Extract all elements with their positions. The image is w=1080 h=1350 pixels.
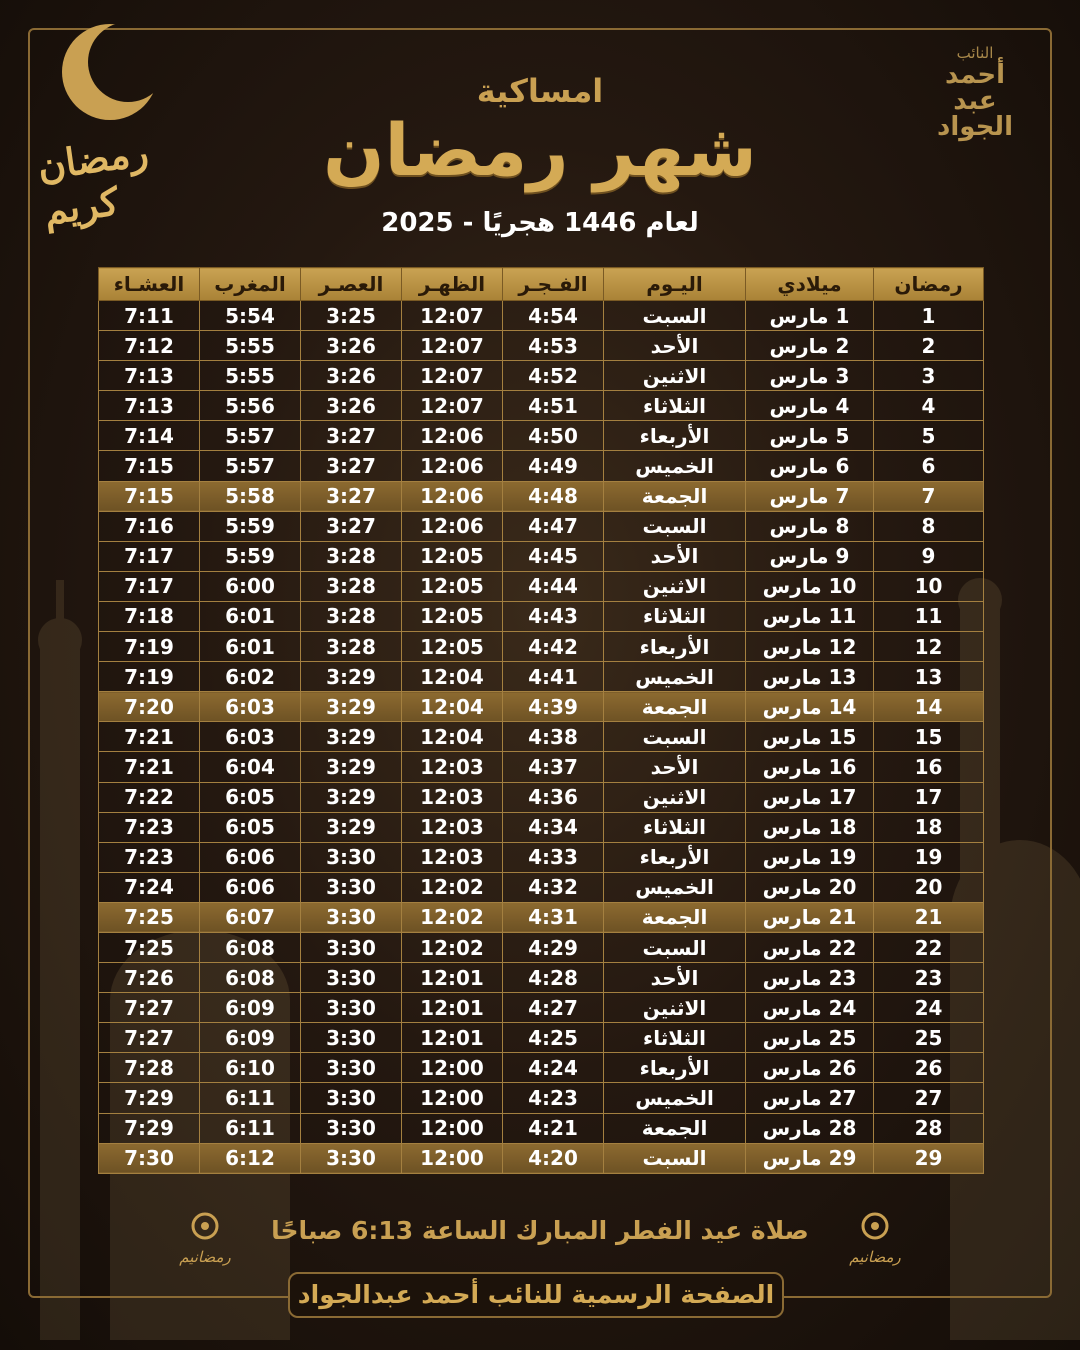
- table-row: [99, 782, 984, 812]
- asr-time: 3:29: [301, 782, 402, 812]
- eid-prayer-note: صلاة عيد الفطر المبارك الساعة 6:13 صباحًا: [271, 1216, 809, 1245]
- table-row: [99, 391, 984, 421]
- table-row: [99, 632, 984, 662]
- asr-time: 3:26: [301, 331, 402, 361]
- mp-title: النائب: [956, 44, 994, 62]
- gregorian-date: 15 مارس: [746, 722, 874, 752]
- dhuhr-time: 12:04: [402, 722, 503, 752]
- fajr-time: 4:51: [503, 391, 604, 421]
- asr-time: 3:25: [301, 301, 402, 331]
- weekday: الأربعاء: [604, 421, 746, 451]
- maghrib-time: 6:11: [200, 1083, 301, 1113]
- weekday: الاثنين: [604, 361, 746, 391]
- header-asr: العصـر: [301, 268, 402, 301]
- maghrib-time: 5:59: [200, 541, 301, 571]
- isha-time: 7:25: [99, 932, 200, 962]
- gregorian-date: 6 مارس: [746, 451, 874, 481]
- dhuhr-time: 12:07: [402, 361, 503, 391]
- fajr-time: 4:52: [503, 361, 604, 391]
- dhuhr-time: 12:06: [402, 511, 503, 541]
- day-number: 27: [874, 1083, 984, 1113]
- maghrib-time: 6:03: [200, 722, 301, 752]
- isha-time: 7:27: [99, 993, 200, 1023]
- maghrib-time: 5:54: [200, 301, 301, 331]
- gregorian-date: 9 مارس: [746, 541, 874, 571]
- header-gregorian: ميلادي: [746, 268, 874, 301]
- isha-time: 7:19: [99, 632, 200, 662]
- dhuhr-time: 12:02: [402, 872, 503, 902]
- fajr-time: 4:38: [503, 722, 604, 752]
- dhuhr-time: 12:03: [402, 812, 503, 842]
- table-row: [99, 812, 984, 842]
- table-row: [99, 601, 984, 631]
- table-header-row: [99, 268, 984, 301]
- day-number: 15: [874, 722, 984, 752]
- gregorian-date: 23 مارس: [746, 963, 874, 993]
- header-day: اليـوم: [604, 268, 746, 301]
- table-row: [99, 722, 984, 752]
- weekday: الأحد: [604, 752, 746, 782]
- isha-time: 7:11: [99, 301, 200, 331]
- maghrib-time: 6:06: [200, 872, 301, 902]
- asr-time: 3:30: [301, 963, 402, 993]
- weekday: السبت: [604, 1143, 746, 1173]
- maghrib-time: 6:05: [200, 782, 301, 812]
- asr-time: 3:27: [301, 451, 402, 481]
- dhuhr-time: 12:00: [402, 1083, 503, 1113]
- gregorian-date: 3 مارس: [746, 361, 874, 391]
- isha-time: 7:12: [99, 331, 200, 361]
- day-number: 20: [874, 872, 984, 902]
- gregorian-date: 19 مارس: [746, 842, 874, 872]
- fajr-time: 4:23: [503, 1083, 604, 1113]
- gregorian-date: 2 مارس: [746, 331, 874, 361]
- asr-time: 3:28: [301, 601, 402, 631]
- isha-time: 7:29: [99, 1083, 200, 1113]
- day-number: 29: [874, 1143, 984, 1173]
- fajr-time: 4:37: [503, 752, 604, 782]
- isha-time: 7:17: [99, 571, 200, 601]
- gregorian-date: 13 مارس: [746, 662, 874, 692]
- gregorian-date: 7 مارس: [746, 481, 874, 511]
- table-row: [99, 872, 984, 902]
- table-row: [99, 662, 984, 692]
- gregorian-date: 12 مارس: [746, 632, 874, 662]
- gregorian-date: 28 مارس: [746, 1113, 874, 1143]
- maghrib-time: 5:59: [200, 511, 301, 541]
- asr-time: 3:30: [301, 1083, 402, 1113]
- badge-text-right: رمضانيم: [849, 1248, 901, 1266]
- fajr-time: 4:34: [503, 812, 604, 842]
- isha-time: 7:14: [99, 421, 200, 451]
- dhuhr-time: 12:02: [402, 932, 503, 962]
- maghrib-time: 6:10: [200, 1053, 301, 1083]
- weekday: الأحد: [604, 541, 746, 571]
- dhuhr-time: 12:06: [402, 481, 503, 511]
- maghrib-time: 5:58: [200, 481, 301, 511]
- fajr-time: 4:24: [503, 1053, 604, 1083]
- isha-time: 7:21: [99, 752, 200, 782]
- dhuhr-time: 12:03: [402, 842, 503, 872]
- asr-time: 3:30: [301, 902, 402, 932]
- asr-time: 3:30: [301, 1113, 402, 1143]
- maghrib-time: 6:07: [200, 902, 301, 932]
- weekday: الاثنين: [604, 782, 746, 812]
- day-number: 22: [874, 932, 984, 962]
- isha-time: 7:13: [99, 391, 200, 421]
- asr-time: 3:30: [301, 993, 402, 1023]
- table-row: [99, 301, 984, 331]
- fajr-time: 4:44: [503, 571, 604, 601]
- fajr-time: 4:33: [503, 842, 604, 872]
- weekday: الأحد: [604, 331, 746, 361]
- weekday: الاثنين: [604, 571, 746, 601]
- maghrib-time: 6:11: [200, 1113, 301, 1143]
- maghrib-time: 6:03: [200, 692, 301, 722]
- day-number: 5: [874, 421, 984, 451]
- fajr-time: 4:50: [503, 421, 604, 451]
- day-number: 18: [874, 812, 984, 842]
- day-number: 11: [874, 601, 984, 631]
- fajr-time: 4:28: [503, 963, 604, 993]
- mp-name-line2: عبد: [953, 86, 997, 116]
- table-row: [99, 481, 984, 511]
- fajr-time: 4:39: [503, 692, 604, 722]
- isha-time: 7:22: [99, 782, 200, 812]
- maghrib-time: 6:08: [200, 932, 301, 962]
- header-dhuhr: الظهـر: [402, 268, 503, 301]
- asr-time: 3:30: [301, 872, 402, 902]
- weekday: الثلاثاء: [604, 391, 746, 421]
- maghrib-time: 6:01: [200, 601, 301, 631]
- maghrib-time: 6:04: [200, 752, 301, 782]
- fajr-time: 4:27: [503, 993, 604, 1023]
- asr-time: 3:29: [301, 752, 402, 782]
- fajr-time: 4:25: [503, 1023, 604, 1053]
- day-number: 1: [874, 301, 984, 331]
- day-number: 13: [874, 662, 984, 692]
- badge-text-left: رمضانيم: [179, 1248, 231, 1266]
- fajr-time: 4:31: [503, 902, 604, 932]
- dhuhr-time: 12:05: [402, 571, 503, 601]
- isha-time: 7:15: [99, 451, 200, 481]
- header-ramadan: رمضان: [874, 268, 984, 301]
- weekday: السبت: [604, 932, 746, 962]
- dhuhr-time: 12:06: [402, 451, 503, 481]
- table-row: [99, 1113, 984, 1143]
- fajr-time: 4:21: [503, 1113, 604, 1143]
- weekday: السبت: [604, 301, 746, 331]
- table-row: [99, 692, 984, 722]
- official-page-footer: الصفحة الرسمية للنائب أحمد عبدالجواد: [288, 1272, 784, 1318]
- page-subtitle: امساكية: [476, 72, 604, 110]
- gregorian-date: 10 مارس: [746, 571, 874, 601]
- dhuhr-time: 12:07: [402, 331, 503, 361]
- day-number: 2: [874, 331, 984, 361]
- day-number: 19: [874, 842, 984, 872]
- table-row: [99, 511, 984, 541]
- table-row: [99, 421, 984, 451]
- weekday: السبت: [604, 722, 746, 752]
- isha-time: 7:30: [99, 1143, 200, 1173]
- header-maghrib: المغرب: [200, 268, 301, 301]
- dhuhr-time: 12:00: [402, 1113, 503, 1143]
- day-number: 3: [874, 361, 984, 391]
- day-number: 23: [874, 963, 984, 993]
- table-row: [99, 842, 984, 872]
- asr-time: 3:26: [301, 361, 402, 391]
- gregorian-date: 22 مارس: [746, 932, 874, 962]
- isha-time: 7:27: [99, 1023, 200, 1053]
- table-row: [99, 932, 984, 962]
- day-number: 4: [874, 391, 984, 421]
- dhuhr-time: 12:02: [402, 902, 503, 932]
- weekday: الاثنين: [604, 993, 746, 1023]
- gregorian-date: 21 مارس: [746, 902, 874, 932]
- table-row: [99, 902, 984, 932]
- weekday: السبت: [604, 511, 746, 541]
- gregorian-date: 18 مارس: [746, 812, 874, 842]
- dhuhr-time: 12:05: [402, 601, 503, 631]
- isha-time: 7:15: [99, 481, 200, 511]
- gregorian-date: 20 مارس: [746, 872, 874, 902]
- maghrib-time: 5:57: [200, 421, 301, 451]
- day-number: 17: [874, 782, 984, 812]
- maghrib-time: 5:55: [200, 331, 301, 361]
- asr-time: 3:30: [301, 1053, 402, 1083]
- table-row: [99, 331, 984, 361]
- day-number: 12: [874, 632, 984, 662]
- day-number: 26: [874, 1053, 984, 1083]
- fajr-time: 4:36: [503, 782, 604, 812]
- dhuhr-time: 12:07: [402, 301, 503, 331]
- table-row: [99, 571, 984, 601]
- weekday: الجمعة: [604, 1113, 746, 1143]
- maghrib-time: 5:57: [200, 451, 301, 481]
- fajr-time: 4:48: [503, 481, 604, 511]
- dhuhr-time: 12:03: [402, 752, 503, 782]
- maghrib-time: 6:09: [200, 993, 301, 1023]
- asr-time: 3:30: [301, 842, 402, 872]
- isha-time: 7:13: [99, 361, 200, 391]
- asr-time: 3:30: [301, 1143, 402, 1173]
- fajr-time: 4:32: [503, 872, 604, 902]
- weekday: الجمعة: [604, 902, 746, 932]
- maghrib-time: 6:08: [200, 963, 301, 993]
- fajr-time: 4:29: [503, 932, 604, 962]
- maghrib-time: 6:09: [200, 1023, 301, 1053]
- asr-time: 3:30: [301, 1023, 402, 1053]
- weekday: الأربعاء: [604, 842, 746, 872]
- asr-time: 3:26: [301, 391, 402, 421]
- dhuhr-time: 12:01: [402, 963, 503, 993]
- fajr-time: 4:41: [503, 662, 604, 692]
- mp-name-line3: الجواد: [937, 112, 1013, 142]
- gregorian-date: 1 مارس: [746, 301, 874, 331]
- weekday: الأربعاء: [604, 632, 746, 662]
- isha-time: 7:24: [99, 872, 200, 902]
- gregorian-date: 17 مارس: [746, 782, 874, 812]
- gregorian-date: 26 مارس: [746, 1053, 874, 1083]
- gregorian-date: 16 مارس: [746, 752, 874, 782]
- asr-time: 3:28: [301, 571, 402, 601]
- gregorian-date: 25 مارس: [746, 1023, 874, 1053]
- asr-time: 3:28: [301, 632, 402, 662]
- isha-time: 7:25: [99, 902, 200, 932]
- asr-time: 3:27: [301, 511, 402, 541]
- day-number: 7: [874, 481, 984, 511]
- fajr-time: 4:54: [503, 301, 604, 331]
- table-row: [99, 451, 984, 481]
- header-fajr: الفـجـر: [503, 268, 604, 301]
- asr-time: 3:29: [301, 812, 402, 842]
- weekday: الأحد: [604, 963, 746, 993]
- dhuhr-time: 12:03: [402, 782, 503, 812]
- day-number: 9: [874, 541, 984, 571]
- asr-time: 3:29: [301, 722, 402, 752]
- fajr-time: 4:45: [503, 541, 604, 571]
- asr-time: 3:28: [301, 541, 402, 571]
- year-line: لعام 1446 هجريًا - 2025: [381, 208, 699, 238]
- header-isha: العشـاء: [99, 268, 200, 301]
- gregorian-date: 27 مارس: [746, 1083, 874, 1113]
- dhuhr-time: 12:05: [402, 632, 503, 662]
- weekday: الثلاثاء: [604, 601, 746, 631]
- day-number: 8: [874, 511, 984, 541]
- dhuhr-time: 12:07: [402, 391, 503, 421]
- table-row: [99, 752, 984, 782]
- day-number: 24: [874, 993, 984, 1023]
- maghrib-time: 6:01: [200, 632, 301, 662]
- weekday: الجمعة: [604, 692, 746, 722]
- table-row: [99, 1083, 984, 1113]
- isha-time: 7:23: [99, 812, 200, 842]
- mp-name-line1: أحمد: [944, 60, 1006, 90]
- day-number: 6: [874, 451, 984, 481]
- day-number: 21: [874, 902, 984, 932]
- weekday: الجمعة: [604, 481, 746, 511]
- dhuhr-time: 12:01: [402, 1023, 503, 1053]
- dhuhr-time: 12:06: [402, 421, 503, 451]
- isha-time: 7:28: [99, 1053, 200, 1083]
- weekday: الخميس: [604, 451, 746, 481]
- fajr-time: 4:43: [503, 601, 604, 631]
- asr-time: 3:27: [301, 421, 402, 451]
- weekday: الخميس: [604, 872, 746, 902]
- gregorian-date: 14 مارس: [746, 692, 874, 722]
- day-number: 10: [874, 571, 984, 601]
- dhuhr-time: 12:00: [402, 1143, 503, 1173]
- isha-time: 7:18: [99, 601, 200, 631]
- day-number: 25: [874, 1023, 984, 1053]
- dhuhr-time: 12:04: [402, 662, 503, 692]
- dhuhr-time: 12:01: [402, 993, 503, 1023]
- fajr-time: 4:20: [503, 1143, 604, 1173]
- gregorian-date: 24 مارس: [746, 993, 874, 1023]
- gregorian-date: 4 مارس: [746, 391, 874, 421]
- day-number: 14: [874, 692, 984, 722]
- weekday: الخميس: [604, 662, 746, 692]
- day-number: 16: [874, 752, 984, 782]
- asr-time: 3:30: [301, 932, 402, 962]
- asr-time: 3:29: [301, 692, 402, 722]
- isha-time: 7:19: [99, 662, 200, 692]
- isha-time: 7:21: [99, 722, 200, 752]
- isha-time: 7:26: [99, 963, 200, 993]
- table-row: [99, 1143, 984, 1173]
- fajr-time: 4:49: [503, 451, 604, 481]
- table-row: [99, 1023, 984, 1053]
- page-title: شهر رمضان: [323, 108, 757, 192]
- table-row: [99, 541, 984, 571]
- fajr-time: 4:42: [503, 632, 604, 662]
- fajr-time: 4:47: [503, 511, 604, 541]
- fajr-time: 4:53: [503, 331, 604, 361]
- isha-time: 7:29: [99, 1113, 200, 1143]
- weekday: الثلاثاء: [604, 812, 746, 842]
- maghrib-time: 5:56: [200, 391, 301, 421]
- maghrib-time: 6:00: [200, 571, 301, 601]
- isha-time: 7:23: [99, 842, 200, 872]
- weekday: الثلاثاء: [604, 1023, 746, 1053]
- maghrib-time: 6:05: [200, 812, 301, 842]
- asr-time: 3:27: [301, 481, 402, 511]
- dhuhr-time: 12:00: [402, 1053, 503, 1083]
- asr-time: 3:29: [301, 662, 402, 692]
- gregorian-date: 11 مارس: [746, 601, 874, 631]
- maghrib-time: 6:12: [200, 1143, 301, 1173]
- isha-time: 7:20: [99, 692, 200, 722]
- dhuhr-time: 12:05: [402, 541, 503, 571]
- gregorian-date: 8 مارس: [746, 511, 874, 541]
- dhuhr-time: 12:04: [402, 692, 503, 722]
- day-number: 28: [874, 1113, 984, 1143]
- weekday: الأربعاء: [604, 1053, 746, 1083]
- weekday: الخميس: [604, 1083, 746, 1113]
- isha-time: 7:16: [99, 511, 200, 541]
- table-row: [99, 361, 984, 391]
- table-row: [99, 963, 984, 993]
- gregorian-date: 29 مارس: [746, 1143, 874, 1173]
- maghrib-time: 6:06: [200, 842, 301, 872]
- table-row: [99, 1053, 984, 1083]
- maghrib-time: 6:02: [200, 662, 301, 692]
- ramadan-kareem-text: رمضان كريم: [34, 128, 151, 234]
- prayer-times-table: [98, 267, 984, 1174]
- table-row: [99, 993, 984, 1023]
- isha-time: 7:17: [99, 541, 200, 571]
- gregorian-date: 5 مارس: [746, 421, 874, 451]
- maghrib-time: 5:55: [200, 361, 301, 391]
